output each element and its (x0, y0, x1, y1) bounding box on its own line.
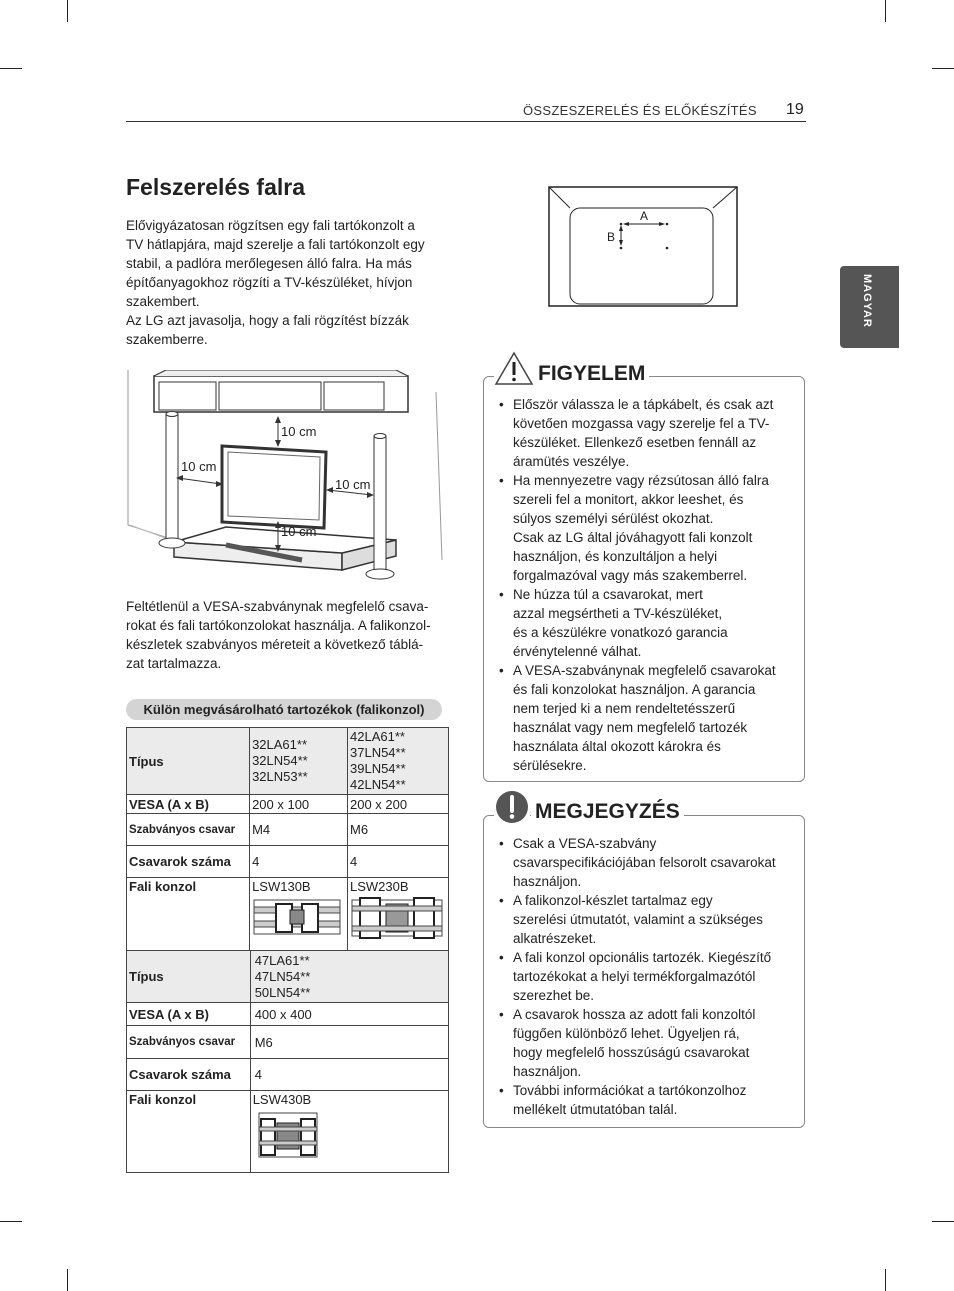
clearance-top-label: 10 cm (281, 424, 317, 439)
note-list (497, 834, 797, 1119)
vesa-b-label: B (607, 230, 616, 244)
list-item: • További információkat a tartókonzolhoz mellékelt útmutatóban talál. (497, 1081, 797, 1119)
crop-mark (0, 68, 22, 69)
crop-mark (932, 68, 954, 69)
list-item: • Ne húzza túl a csavarokat, mert azzal megsértheti a TV-készüléket, és a készülékre vonatkozó garancia érvénytelenné válhat. (497, 585, 797, 661)
crop-mark (0, 1221, 22, 1222)
clearance-right-label: 10 cm (335, 477, 371, 492)
crop-mark (885, 0, 886, 22)
list-item: • A fali konzol opcionális tartozék. Kiegészítő tartozékokat a helyi termékforgalmazótól szerezhet be. (497, 948, 797, 1005)
running-header: ÖSSZESZERELÉS ÉS ELŐKÉSZÍTÉS (523, 103, 757, 118)
page-number: 19 (786, 101, 804, 118)
clearance-bottom-label: 10 cm (281, 524, 317, 539)
vesa-paragraph: Feltétlenül a VESA-szabványnak megfelelő csava- rokat és fali tartókonzolokat használja. A falikonzol- készletek szabványos méreteit a következő táblá- zat tartalmazza. (126, 599, 431, 671)
bracket-table-2: Típus 47LA61** 47LN54** 50LN54** VESA (A x B) 400 x 400 Szabványos csavar M6 Csavarok száma 4 Fali konzol LSW430B (126, 950, 449, 1173)
note-title: MEGJEGYZÉS (531, 800, 684, 824)
warning-list (497, 395, 797, 775)
crop-mark (885, 1269, 886, 1291)
header-rule (126, 121, 806, 122)
vesa-dimension-illustration (548, 186, 738, 308)
table-row-label: Típus (127, 728, 250, 795)
bracket-lsw130b-image (252, 894, 342, 940)
crop-mark (67, 0, 68, 22)
crop-mark (932, 1221, 954, 1222)
bracket-model: LSW430B (252, 1092, 312, 1107)
warning-triangle-icon (494, 351, 534, 387)
list-item: • A csavarok hossza az adott fali konzoltól függően különböző lehet. Ügyeljen rá, hogy megfelelő hosszúságú csavarokat használjon. (497, 1005, 797, 1081)
page-title: Felszerelés falra (126, 174, 306, 200)
bracket-model: LSW130B (252, 879, 311, 894)
language-tab: MAGYAR (840, 266, 899, 348)
list-item: • Először válassza le a tápkábelt, és csak azt követően mozgassa vagy szerelje fel a TV- készüléket. Ellenkező esetben fennáll az áramütés veszélye. (497, 395, 797, 471)
warning-title: FIGYELEM (534, 362, 649, 386)
bracket-lsw230b-image (350, 894, 445, 944)
clearance-left-label: 10 cm (181, 459, 217, 474)
list-item: • A VESA-szabványnak megfelelő csavarokat és fali konzolokat használjon. A garancia nem terjed ki a nem rendeltetésszerű használat vagy nem megfelelő tartozék használata által okozott károkra és sérülésekre. (497, 661, 797, 775)
list-item: • A falikonzol-készlet tartalmaz egy szerelési útmutatót, valamint a szükséges alkatrészeket. (497, 891, 797, 948)
list-item: • Csak a VESA-szabvány csavarspecifikációjában felsorolt csavarokat használjon. (497, 834, 797, 891)
crop-mark (67, 1269, 68, 1291)
list-item: • Ha mennyezetre vagy rézsútosan álló falra szereli fel a monitort, akkor leeshet, és súlyos személyi sérülést okozhat. Csak az LG által jóváhagyott fali konzolt használjon, és konzultáljon a helyi forgalmazóval vagy más szakemberrel. (497, 471, 797, 585)
bracket-lsw430b-image (253, 1107, 323, 1163)
vesa-a-label: A (640, 209, 649, 223)
wall-mount-clearance-illustration (126, 370, 446, 588)
accessories-label: Külön megvásárolható tartozékok (falikonzol) (126, 699, 442, 720)
bracket-table-1: Típus 32LA61** 32LN54** 32LN53** 42LA61** 37LN54** 39LN54** 42LN54** VESA (A x B) 200 x 100 200 x 200 Szabványos csavar M4 M6 Csavarok száma 4 4 Fali konzol LSW130B LSW230B (126, 727, 449, 952)
exclamation-icon (494, 789, 530, 825)
intro-paragraph: Elővigyázatosan rögzítsen egy fali tartókonzolt a TV hátlapjára, majd szerelje a fali tartókonzolt egy stabil, a padlóra merőlegesen álló falra. Ha más építőanyagokhoz rögzíti a TV-készüléket, hívjon szakembert. Az LG azt javasolja, hogy a fali rögzítést bízzák szakemberre. (126, 218, 425, 347)
bracket-model: LSW230B (350, 879, 409, 894)
